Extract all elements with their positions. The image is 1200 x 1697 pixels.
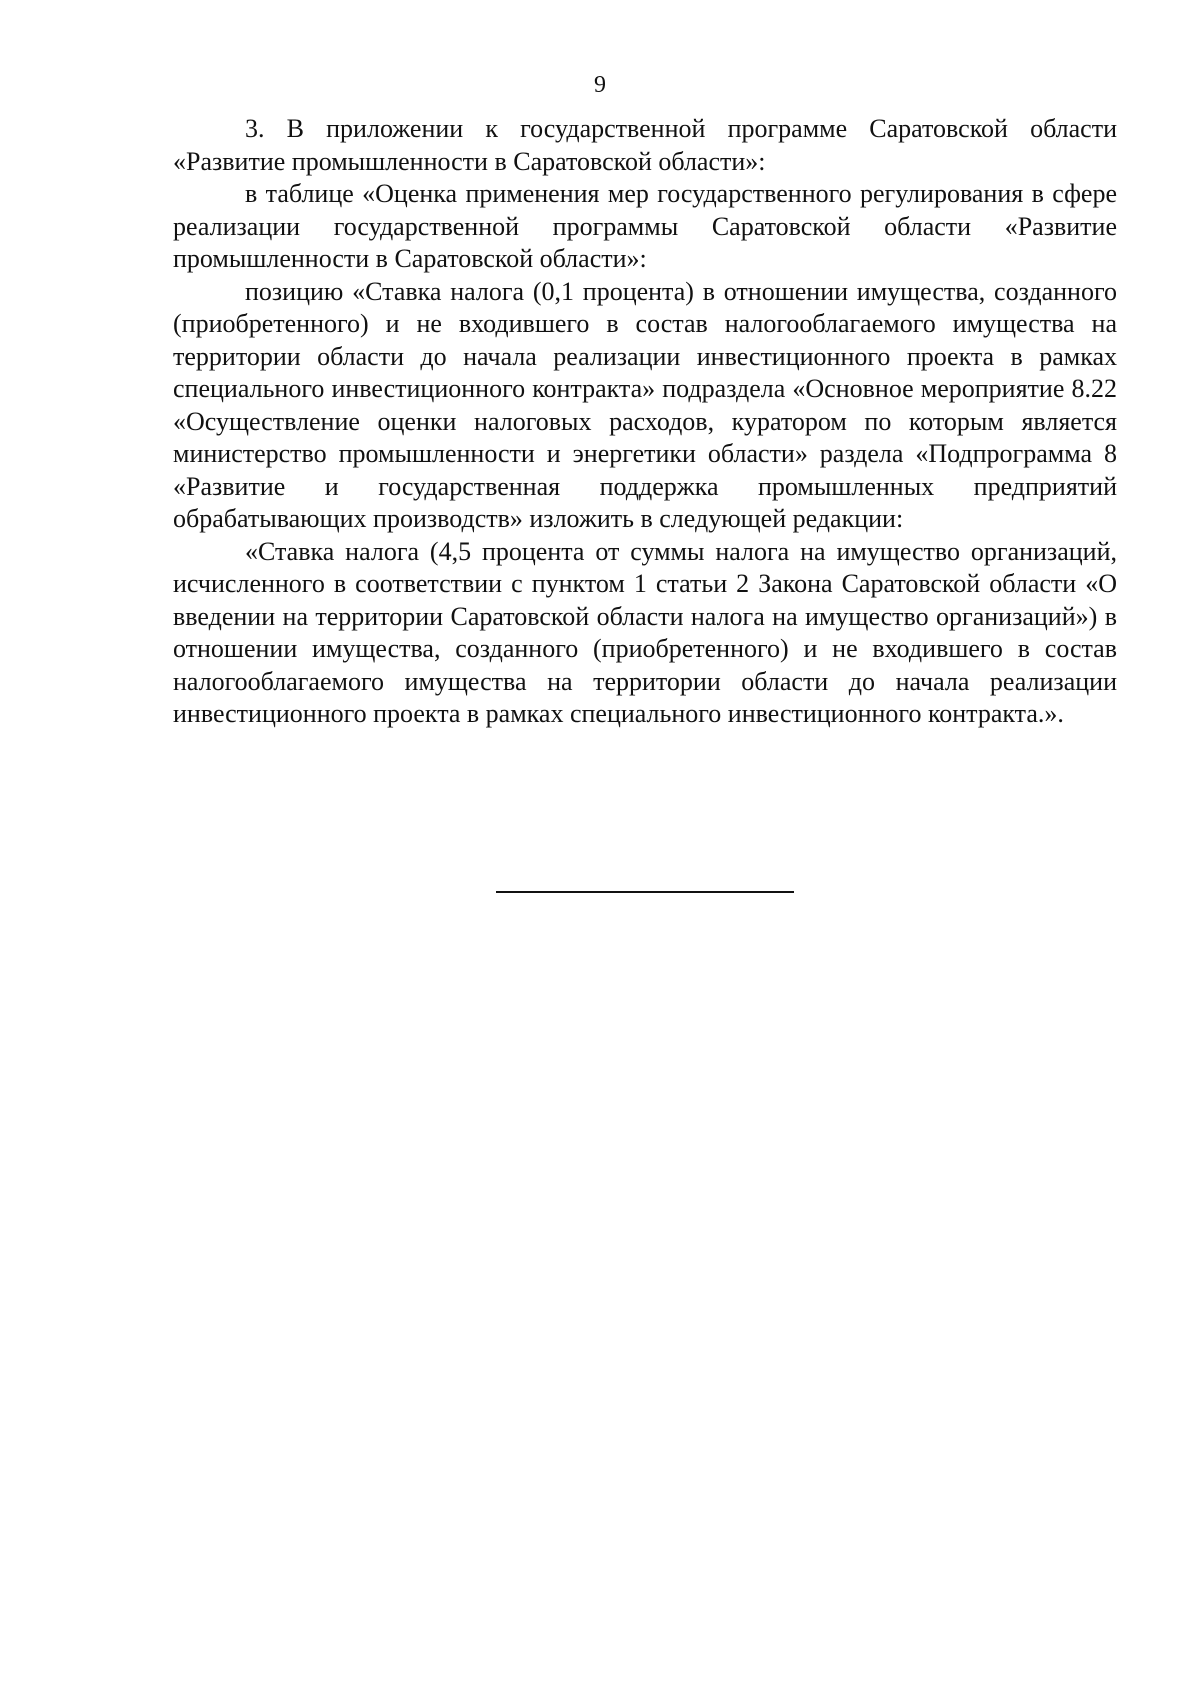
paragraph-position: позицию «Ставка налога (0,1 процента) в отношении имущества, созданного (приобретенного) и не входившего в состав налогооблагаемого имущества на территории области до начала реализации инвестиционного проекта в рамках специального инвестиционного контракта» подраздела «Основное мероприятие 8.22 «Осуществление оценки налоговых расходов, куратором по которым является министерство промышленности и энергетики области» раздела «Подпрограмма 8 «Развитие и государственная поддержка промышленных предприятий обрабатывающих производств» изложить в следующей редакции: — [173, 276, 1117, 533]
page-number: 9 — [594, 72, 606, 98]
paragraph-table-reference: в таблице «Оценка применения мер государственного регулирования в сфере реализации государственной программы Саратовской области «Развитие промышленности в Саратовской области»: — [173, 179, 1117, 273]
end-of-document-rule — [496, 891, 794, 893]
paragraph-item-3: 3. В приложении к государственной программе Саратовской области «Развитие промышленности в Саратовской области»: — [173, 114, 1117, 176]
document-body — [173, 113, 1117, 731]
paragraph-new-wording: «Ставка налога (4,5 процента от суммы налога на имущество организаций, исчисленного в соответствии с пунктом 1 статьи 2 Закона Саратовской области «О введении на территории Саратовской области налога на имущество организаций») в отношении имущества, созданного (приобретенного) и не входившего в состав налогооблагаемого имущества на территории области до начала реализации инвестиционного проекта в рамках специального инвестиционного контракта.». — [173, 536, 1117, 728]
